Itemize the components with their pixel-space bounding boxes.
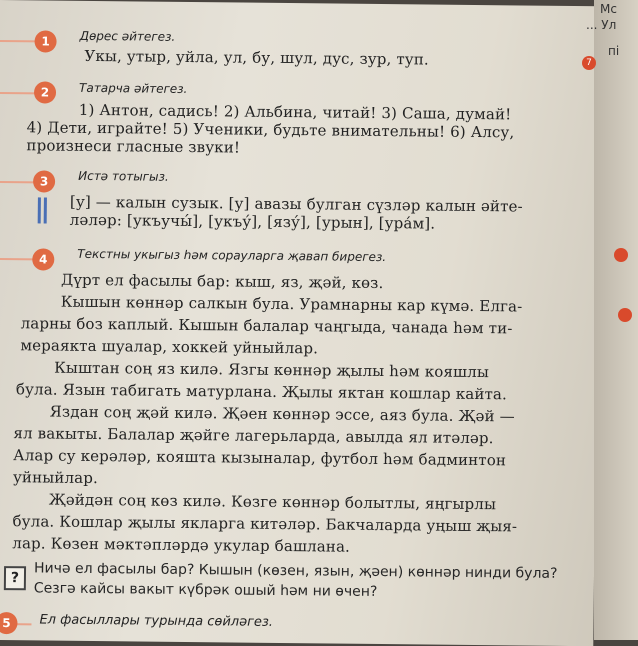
task-4-line-12: була. Кошлар җылы якларга китәләр. Бакчаларда уңыш җыя- — [12, 512, 518, 536]
right-page-text-top2: ... Ул — [586, 18, 617, 32]
task-2-line-1: 1) Антон, садись! 2) Альбина, читай! 3) Саша, думай! — [78, 100, 512, 124]
right-page-marker-dot-1 — [614, 248, 628, 262]
task-1-number: 1 — [34, 30, 56, 52]
rule-marker-bar-1 — [38, 197, 41, 223]
task-4-line-3: ларны боз каплый. Кышын балалар чаңгыда, чанада һәм ти- — [20, 314, 513, 338]
rule-marker-bar-2 — [44, 197, 47, 223]
task-4-line-13: лар. Көзен мәктәпләрдә укулар башлана. — [12, 534, 351, 556]
task-3-number: 3 — [33, 170, 55, 192]
task-2-instruction: Татарча әйтегез. — [79, 80, 188, 96]
task-5-instruction: Ел фасыллары турында сөйләгез. — [39, 612, 274, 630]
task-4-line-7: Яздан соң җәй килә. Җәен көннәр эссе, аяз була. Җәй — — [49, 402, 515, 426]
task-3-line-2: ләләр: [укъучы́], [укъу́], [язу́], [урын], [ура́м]. — [69, 210, 436, 233]
task-1-leadline — [0, 40, 38, 42]
right-page-text-mid: пі — [608, 44, 620, 58]
task-3-leadline — [0, 181, 36, 183]
task-3-line-1: [у] — калын сузык. [у] авазы булган сүзләр калын әйте- — [69, 192, 523, 216]
question-line-1: Ничә ел фасылы бар? Кышын (көзен, язын, җәен) көннәр нинди була? — [33, 560, 558, 582]
task-4-line-4: мераякта шуалар, хоккей уйныйлар. — [20, 336, 319, 358]
task-4-line-8: ял вакыты. Балалар җәйге лагерьларда, авылда ял итәләр. — [13, 424, 494, 448]
task-2-number: 2 — [34, 81, 56, 103]
task-4-line-2: Кышын көннәр салкын була. Урамнарны кар күмә. Елга- — [60, 292, 523, 316]
task-4-line-10: уйныйлар. — [12, 468, 99, 488]
task-5-number: 5 — [0, 612, 18, 634]
task-4-number: 4 — [32, 248, 54, 270]
task-4-instruction: Текстны укыгыз һәм сорауларга җавап бирегез. — [77, 246, 387, 265]
right-page-edge — [586, 0, 638, 640]
right-page-marker-dot-2 — [618, 308, 632, 322]
question-line-2: Сезгә кайсы вакыт күбрәк ошый һәм ни өчен? — [33, 580, 378, 600]
task-1-line-1: Укы, утыр, уйла, ул, бу, шул, дус, зур, туп. — [84, 46, 429, 69]
task-2-line-3: произнеси гласные звуки! — [26, 136, 241, 157]
task-3-instruction: Истә тотыгыз. — [78, 168, 169, 184]
task-4-leadline — [0, 258, 35, 260]
task-1-instruction: Дөрес әйтегез. — [79, 28, 176, 44]
right-page-marker-7: 7 — [582, 56, 596, 70]
task-4-line-6: була. Язын табигать матурлана. Җылы яктан кошлар кайта. — [15, 380, 508, 404]
question-box-icon: ? — [4, 566, 26, 590]
right-page-text-top: Мс — [600, 2, 617, 16]
task-4-line-1: Дүрт ел фасылы бар: кыш, яз, җәй, көз. — [60, 270, 384, 293]
task-4-line-5: Кыштан соң яз килә. Язгы көннәр җылы һәм кояшлы — [54, 358, 490, 382]
task-4-line-9: Алар су керәләр, кояшта кызыналар, футбол һәм бадминтон — [13, 446, 507, 470]
task-2-line-2: 4) Дети, играйте! 5) Ученики, будьте внимательны! 6) Алсу, — [26, 118, 515, 142]
task-4-line-11: Җәйдән соң көз килә. Көзге көннәр болытлы, яңгырлы — [48, 490, 497, 514]
task-2-leadline — [0, 92, 37, 94]
